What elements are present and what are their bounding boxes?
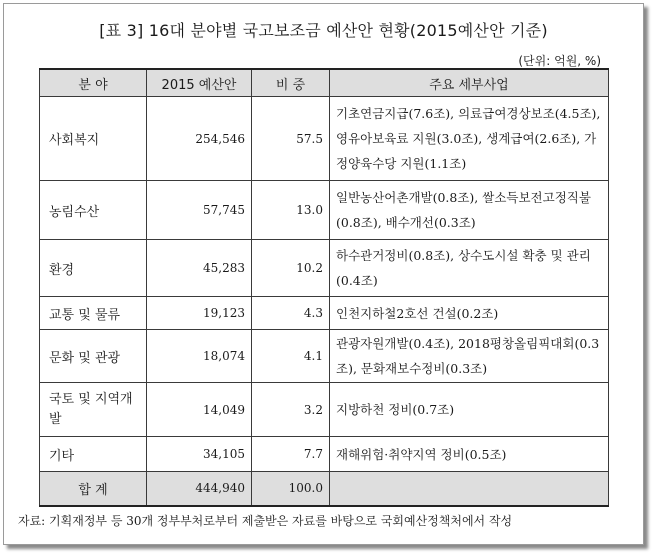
document-card: [3, 3, 644, 545]
unit-note: (단위: 억원, %): [518, 54, 601, 68]
source-note: 자료: 기획재정부 등 30개 정부부처로부터 제출받은 자료를 바탕으로 국회예산정책처에서 작성: [18, 514, 513, 528]
row-projects: 기초연금지급(7.6조), 의료급여경상보조(4.5조), 영유아보육료 지원(3.0조), 생계급여(2.6조), 가정양육수당 지원(1.1조): [330, 97, 609, 181]
row-share: 4.1: [252, 330, 330, 383]
row-projects: 인천지하철2호선 건설(0.2조): [330, 297, 609, 330]
row-budget: 14,049: [147, 383, 252, 437]
row-budget: 34,105: [147, 437, 252, 472]
table-row: [40, 240, 609, 297]
header-share: 비 중: [252, 69, 330, 97]
total-share: 100.0: [252, 472, 330, 506]
row-field: 국토 및 지역개발: [40, 383, 147, 437]
row-field: 기타: [40, 437, 147, 472]
total-label: 합 계: [40, 472, 147, 506]
total-row: [40, 472, 609, 506]
table-row: [40, 330, 609, 383]
row-share: 4.3: [252, 297, 330, 330]
row-share: 13.0: [252, 181, 330, 240]
row-field: 환경: [40, 240, 147, 297]
row-projects: 재해위험·취약지역 정비(0.5조): [330, 437, 609, 472]
row-share: 7.7: [252, 437, 330, 472]
row-share: 10.2: [252, 240, 330, 297]
row-field: 농림수산: [40, 181, 147, 240]
row-field: 교통 및 물류: [40, 297, 147, 330]
table-row: [40, 181, 609, 240]
total-projects: [330, 472, 609, 506]
row-budget: 57,745: [147, 181, 252, 240]
header-field: 분 야: [40, 69, 147, 97]
table-row: [40, 97, 609, 181]
row-share: 3.2: [252, 383, 330, 437]
header-row: [40, 69, 609, 97]
row-budget: 45,283: [147, 240, 252, 297]
total-budget: 444,940: [147, 472, 252, 506]
header-projects: 주요 세부사업: [330, 69, 609, 97]
table-row: [40, 383, 609, 437]
row-projects: 관광자원개발(0.4조), 2018평창올림픽대회(0.3조), 문화재보수정비(0.3조): [330, 330, 609, 383]
table-row: [40, 437, 609, 472]
row-share: 57.5: [252, 97, 330, 181]
row-budget: 19,123: [147, 297, 252, 330]
row-field: 문화 및 관광: [40, 330, 147, 383]
row-budget: 18,074: [147, 330, 252, 383]
table-title: [표 3] 16대 분야별 국고보조금 예산안 현황(2015예산안 기준): [99, 21, 548, 40]
row-projects: 지방하천 정비(0.7조): [330, 383, 609, 437]
row-budget: 254,546: [147, 97, 252, 181]
row-projects: 일반농산어촌개발(0.8조), 쌀소득보전고정직불(0.8조), 배수개선(0.3조): [330, 181, 609, 240]
row-projects: 하수관거정비(0.8조), 상수도시설 확충 및 관리(0.4조): [330, 240, 609, 297]
subsidy-table: [39, 68, 609, 507]
row-field: 사회복지: [40, 97, 147, 181]
table-row: [40, 297, 609, 330]
header-budget: 2015 예산안: [147, 69, 252, 97]
